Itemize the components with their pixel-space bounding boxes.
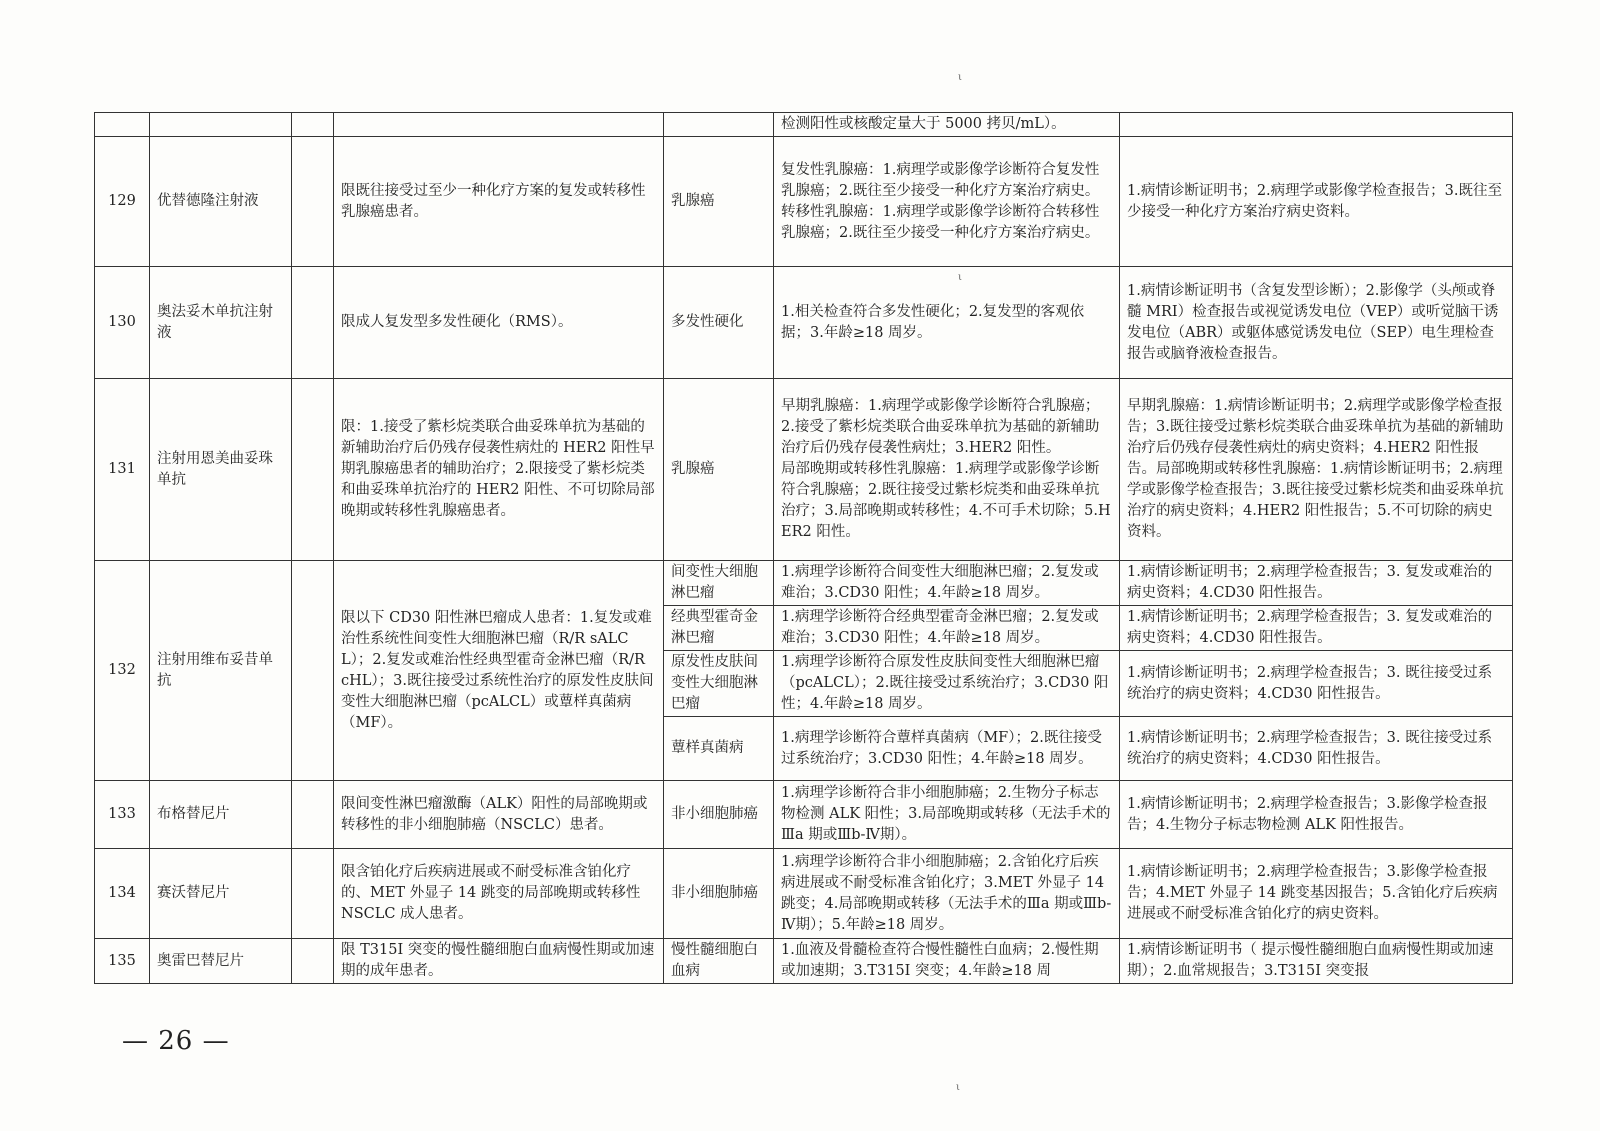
condition-line: 早期乳腺癌：1.病理学或影像学诊断符合乳腺癌；2.接受了紫杉烷类联合曲妥珠单抗为基础的新辅助治疗后仍残存侵袭性病灶；3.HER2 阳性。 [781, 398, 1100, 456]
cell-blank [292, 849, 334, 939]
condition-line: 转移性乳腺癌：1.病理学或影像学诊断符合转移性乳腺癌；2.既往至少接受一种化疗方案治疗病史。 [781, 203, 1100, 241]
cell-blank [292, 781, 334, 849]
drug-table [94, 112, 1513, 984]
cell-drug-name: 奥雷巴替尼片 [150, 939, 292, 984]
cell-number: 132 [95, 561, 150, 781]
cell-disease [664, 113, 774, 137]
condition-line: 复发性乳腺癌：1.病理学或影像学诊断符合复发性乳腺癌；2.既往至少接受一种化疗方案治疗病史。 [781, 161, 1100, 199]
cell-materials: 早期乳腺癌：1.病情诊断证明书；2.病理学或影像学检查报告；3.既往接受过紫杉烷类联合曲妥珠单抗为基础的新辅助治疗后仍残存侵袭性病灶的病史资料；4.HER2 阳性报告。局部晚期或转移性乳腺癌：1.病情诊断证明书；2.病理学或影像学检查报告；3.既往接受过紫杉烷类和曲妥珠单抗治疗的病史资料；4.HER2 阳性报告；5.不可切除的病史资料。 [1120, 379, 1513, 561]
cell-materials: 1.病情诊断证明书；2.病理学检查报告；3. 既往接受过系统治疗的病史资料；4.CD30 阳性报告。 [1120, 717, 1513, 781]
cell-scope: 限以下 CD30 阳性淋巴瘤成人患者：1.复发或难治性系统性间变性大细胞淋巴瘤（R/R sALCL）；2.复发或难治性经典型霍奇金淋巴瘤（R/R cHL）；3.既往接受过系统性治疗的原发性皮肤间变性大细胞淋巴瘤（pcALCL）或蕈样真菌病（MF）。 [334, 561, 664, 781]
cell-conditions: 1.病理学诊断符合间变性大细胞淋巴瘤；2.复发或难治；3.CD30 阳性；4.年龄≥18 周岁。 [774, 561, 1120, 606]
table-row [95, 849, 1513, 939]
cell-number: 134 [95, 849, 150, 939]
cell-number [95, 113, 150, 137]
cell-number: 131 [95, 379, 150, 561]
cell-materials: 1.病情诊断证明书；2.病理学或影像学检查报告；3.既往至少接受一种化疗方案治疗病史资料。 [1120, 137, 1513, 267]
table-row [95, 939, 1513, 984]
cell-scope: 限 T315I 突变的慢性髓细胞白血病慢性期或加速期的成年患者。 [334, 939, 664, 984]
cell-disease: 慢性髓细胞白血病 [664, 939, 774, 984]
table-row [95, 561, 1513, 606]
cell-blank [292, 561, 334, 781]
cell-conditions: 1.病理学诊断符合经典型霍奇金淋巴瘤；2.复发或难治；3.CD30 阳性；4.年龄≥18 周岁。 [774, 606, 1120, 651]
cell-disease: 经典型霍奇金淋巴瘤 [664, 606, 774, 651]
cell-blank [292, 113, 334, 137]
cell-scope: 限既往接受过至少一种化疗方案的复发或转移性乳腺癌患者。 [334, 137, 664, 267]
cell-materials: 1.病情诊断证明书（含复发型诊断）；2.影像学（头颅或脊髓 MRI）检查报告或视觉诱发电位（VEP）或听觉脑干诱发电位（ABR）或躯体感觉诱发电位（SEP）电生理检查报告或脑脊液检查报告。 [1120, 267, 1513, 379]
cell-drug-name: 布格替尼片 [150, 781, 292, 849]
cell-materials [1120, 113, 1513, 137]
cell-materials: 1.病情诊断证明书；2.病理学检查报告；3. 复发或难治的病史资料；4.CD30 阳性报告。 [1120, 561, 1513, 606]
cell-drug-name: 奥法妥木单抗注射液 [150, 267, 292, 379]
cell-disease: 蕈样真菌病 [664, 717, 774, 781]
cell-conditions: 1.血液及骨髓检查符合慢性髓性白血病；2.慢性期或加速期；3.T315I 突变；4.年龄≥18 周 [774, 939, 1120, 984]
cell-materials: 1.病情诊断证明书；2.病理学检查报告；3. 既往接受过系统治疗的病史资料；4.CD30 阳性报告。 [1120, 651, 1513, 717]
cell-blank [292, 137, 334, 267]
cell-disease: 原发性皮肤间变性大细胞淋巴瘤 [664, 651, 774, 717]
table-row [95, 781, 1513, 849]
cell-drug-name: 注射用恩美曲妥珠单抗 [150, 379, 292, 561]
scan-mark: ι [958, 272, 962, 283]
cell-scope: 限：1.接受了紫杉烷类联合曲妥珠单抗为基础的新辅助治疗后仍残存侵袭性病灶的 HER2 阳性早期乳腺癌患者的辅助治疗；2.限接受了紫杉烷类和曲妥珠单抗治疗的 HER2 阳性、不可切除局部晚期或转移性乳腺癌患者。 [334, 379, 664, 561]
cell-disease: 间变性大细胞淋巴瘤 [664, 561, 774, 606]
page-number: — 26 — [122, 1026, 230, 1056]
cell-disease: 乳腺癌 [664, 137, 774, 267]
cell-disease: 乳腺癌 [664, 379, 774, 561]
cell-number: 135 [95, 939, 150, 984]
cell-disease: 非小细胞肺癌 [664, 781, 774, 849]
cell-drug-name [150, 113, 292, 137]
cell-scope: 限间变性淋巴瘤激酶（ALK）阳性的局部晚期或转移性的非小细胞肺癌（NSCLC）患者。 [334, 781, 664, 849]
cell-number: 133 [95, 781, 150, 849]
cell-number: 130 [95, 267, 150, 379]
scan-mark: ι [956, 1082, 960, 1093]
cell-conditions [774, 137, 1120, 267]
cell-scope: 限含铂化疗后疾病进展或不耐受标准含铂化疗的、MET 外显子 14 跳变的局部晚期或转移性 NSCLC 成人患者。 [334, 849, 664, 939]
cell-conditions: 1.病理学诊断符合原发性皮肤间变性大细胞淋巴瘤（pcALCL）；2.既往接受过系统治疗；3.CD30 阳性；4.年龄≥18 周岁。 [774, 651, 1120, 717]
cell-materials: 1.病情诊断证明书；2.病理学检查报告；3. 复发或难治的病史资料；4.CD30 阳性报告。 [1120, 606, 1513, 651]
cell-conditions [774, 379, 1120, 561]
cell-conditions: 1.病理学诊断符合非小细胞肺癌；2.生物分子标志物检测 ALK 阳性；3.局部晚期或转移（无法手术的Ⅲa 期或Ⅲb-Ⅳ期）。 [774, 781, 1120, 849]
cell-conditions: 1.病理学诊断符合蕈样真菌病（MF）；2.既往接受过系统治疗；3.CD30 阳性；4.年龄≥18 周岁。 [774, 717, 1120, 781]
cell-drug-name: 优替德隆注射液 [150, 137, 292, 267]
cell-conditions: 1.病理学诊断符合非小细胞肺癌；2.含铂化疗后疾病进展或不耐受标准含铂化疗；3.MET 外显子 14 跳变；4.局部晚期或转移（无法手术的Ⅲa 期或Ⅲb-Ⅳ期）；5.年龄≥18 周岁。 [774, 849, 1120, 939]
table-row-continued [95, 113, 1513, 137]
cell-materials: 1.病情诊断证明书；2.病理学检查报告；3.影像学检查报告；4.MET 外显子 14 跳变基因报告；5.含铂化疗后疾病进展或不耐受标准含铂化疗的病史资料。 [1120, 849, 1513, 939]
cell-materials: 1.病情诊断证明书（ 提示慢性髓细胞白血病慢性期或加速期）；2.血常规报告；3.T315I 突变报 [1120, 939, 1513, 984]
cell-blank [292, 939, 334, 984]
table-row [95, 137, 1513, 267]
table-row [95, 267, 1513, 379]
cell-materials: 1.病情诊断证明书；2.病理学检查报告；3.影像学检查报告；4.生物分子标志物检测 ALK 阳性报告。 [1120, 781, 1513, 849]
scan-mark: ι [958, 72, 962, 83]
cell-drug-name: 赛沃替尼片 [150, 849, 292, 939]
cell-blank [292, 379, 334, 561]
cell-scope [334, 113, 664, 137]
cell-disease: 多发性硬化 [664, 267, 774, 379]
table-row [95, 379, 1513, 561]
cell-conditions: 检测阳性或核酸定量大于 5000 拷贝/mL）。 [774, 113, 1120, 137]
cell-conditions: 1.相关检查符合多发性硬化；2.复发型的客观依据；3.年龄≥18 周岁。 [774, 267, 1120, 379]
cell-drug-name: 注射用维布妥昔单抗 [150, 561, 292, 781]
cell-disease: 非小细胞肺癌 [664, 849, 774, 939]
cell-blank [292, 267, 334, 379]
cell-scope: 限成人复发型多发性硬化（RMS）。 [334, 267, 664, 379]
cell-number: 129 [95, 137, 150, 267]
condition-line: 局部晚期或转移性乳腺癌：1.病理学或影像学诊断符合乳腺癌；2.既往接受过紫杉烷类和曲妥珠单抗治疗；3.局部晚期或转移性；4.不可手术切除；5.HER2 阳性。 [781, 461, 1111, 540]
